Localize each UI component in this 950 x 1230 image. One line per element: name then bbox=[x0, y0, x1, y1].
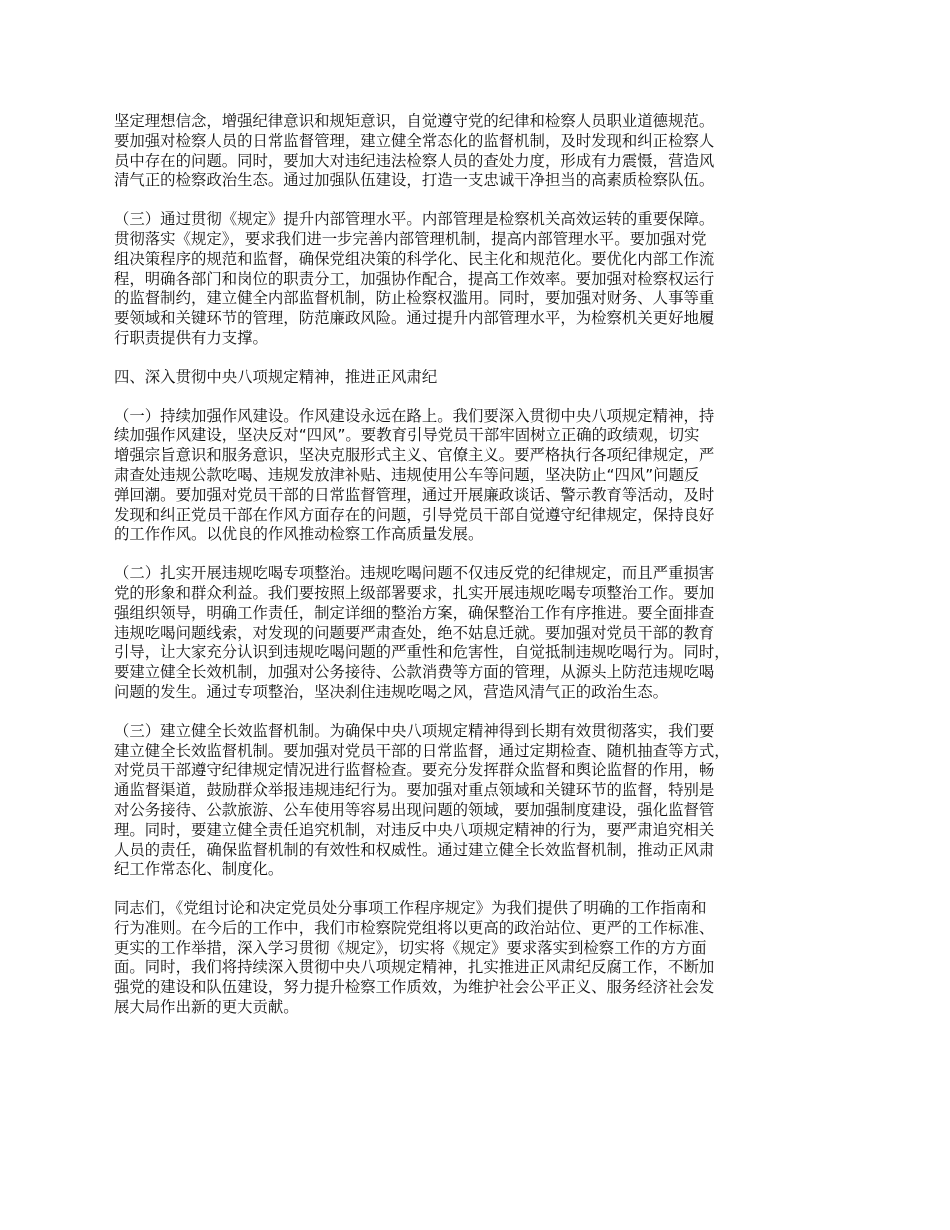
paragraph-team-building: 坚定理想信念，增强纪律意识和规矩意识，自觉遵守党的纪律和检察人员职业道德规范。 要加强对检察人员的日常监督管理，建立健全常态化的监督机制，及时发现和纠正检察人 员中存在的问题。同时，要加大对违纪违法检察人员的查处力度，形成有力震慑，营造风 清气正的检察政治生态。通过加强队伍建设，打造一支忠诚干净担当的高素质检察队伍。 bbox=[114, 112, 715, 190]
paragraph-conclusion: 同志们，《党组讨论和决定党员处分事项工作程序规定》为我们提供了明确的工作指南和 行为准则。在今后的工作中，我们市检察院党组将以更高的政治站位、更严的工作标准、 更实的工作举措，深入学习贯彻《规定》，切实将《规定》要求落实到检察工作的方方面 面。同时，我们将持续深入贯彻中央八项规定精神，扎实推进正风肃纪反腐工作，不断加 强党的建设和队伍建设，努力提升检察工作质效，为维护社会公平正义、服务经济社会发 展大局作出新的更大贡献。 bbox=[114, 899, 715, 1017]
paragraph-work-style: （一）持续加强作风建设。作风建设永远在路上。我们要深入贯彻中央八项规定精神，持 续加强作风建设，坚决反对“四风”。要教育引导党员干部牢固树立正确的政绩观，切实 增强宗旨意识和服务意识，坚决克服形式主义、官僚主义。要严格执行各项纪律规定，严 肃查处违规公款吃喝、违规发放津补贴、违规使用公车等问题，坚决防止“四风”问题反 弹回潮。要加强对党员干部的日常监督管理，通过开展廉政谈话、警示教育等活动，及时 发现和纠正党员干部在作风方面存在的问题，引导党员干部自觉遵守纪律规定，保持良好 的工作作风。以优良的作风推动检察工作高质量发展。 bbox=[114, 406, 715, 544]
document-page bbox=[114, 112, 850, 1037]
paragraph-dining-rectification: （二）扎实开展违规吃喝专项整治。违规吃喝问题不仅违反党的纪律规定，而且严重损害 党的形象和群众利益。我们要按照上级部署要求，扎实开展违规吃喝专项整治工作。要加 强组织领导，明确工作责任，制定详细的整治方案，确保整治工作有序推进。要全面排查 违规吃喝问题线索，对发现的问题要严肃查处，绝不姑息迁就。要加强对党员干部的教育 引导，让大家充分认识到违规吃喝问题的严重性和危害性，自觉抵制违规吃喝行为。同时， 要建立健全长效机制，加强对公务接待、公款消费等方面的管理，从源头上防范违规吃喝 问题的发生。通过专项整治，坚决刹住违规吃喝之风，营造风清气正的政治生态。 bbox=[114, 564, 730, 701]
paragraph-internal-management: （三）通过贯彻《规定》提升内部管理水平。内部管理是检察机关高效运转的重要保障。 贯彻落实《规定》，要求我们进一步完善内部管理机制，提高内部管理水平。要加强对党 组决策程序的规范和监督，确保党组决策的科学化、民主化和规范化。要优化内部工作流 程，明确各部门和岗位的职责分工，加强协作配合，提高工作效率。要加强对检察权运行 的监督制约，建立健全内部监督机制，防止检察权滥用。同时，要加强对财务、人事等重 要领域和关键环节的管理，防范廉政风险。通过提升内部管理水平，为检察机关更好地履 行职责提供有力支撑。 bbox=[114, 210, 715, 347]
paragraph-supervision-mechanism: （三）建立健全长效监督机制。为确保中央八项规定精神得到长期有效贯彻落实，我们要 建立健全长效监督机制。要加强对党员干部的日常监督，通过定期检查、随机抽查等方式， 对党员干部遵守纪律规定情况进行监督检查。要充分发挥群众监督和舆论监督的作用，畅 通监督渠道，鼓励群众举报违规违纪行为。要加强对重点领域和关键环节的监督，特别是 对公务接待、公款旅游、公车使用等容易出现问题的领域，要加强制度建设，强化监督管 理。同时，要建立健全责任追究机制，对违反中央八项规定精神的行为，要严肃追究相关 人员的责任，确保监督机制的有效性和权威性。通过建立健全长效监督机制，推动正风肃 纪工作常态化、制度化。 bbox=[114, 721, 730, 879]
section-heading-four: 四、深入贯彻中央八项规定精神，推进正风肃纪 bbox=[114, 367, 438, 386]
